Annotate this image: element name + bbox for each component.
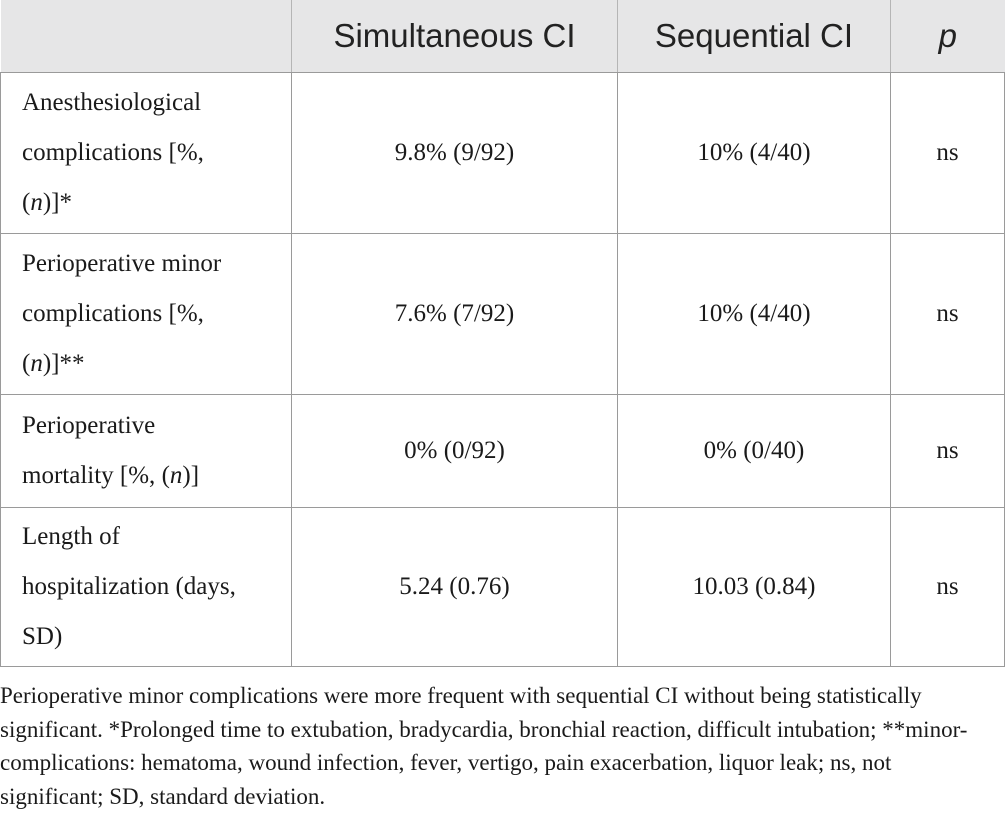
cell-simultaneous: 9.8% (9/92)	[292, 73, 618, 234]
header-empty	[1, 0, 292, 73]
label-line: Length of	[22, 523, 120, 550]
label-line: (n)]*	[22, 189, 72, 216]
header-p-value: p	[891, 0, 1005, 73]
row-label-length-of-hospitalization	[1, 508, 292, 667]
cell-simultaneous: 0% (0/92)	[292, 395, 618, 508]
cell-simultaneous: 7.6% (7/92)	[292, 234, 618, 395]
cell-sequential: 0% (0/40)	[618, 395, 891, 508]
variable-n: n	[169, 462, 183, 489]
cell-p: ns	[891, 234, 1005, 395]
label-line: SD)	[22, 623, 63, 650]
row-label-perioperative-minor-complications	[1, 234, 292, 395]
cell-simultaneous: 5.24 (0.76)	[292, 508, 618, 667]
label-line: mortality [%, (n)]	[22, 462, 200, 489]
table-row	[1, 395, 1005, 508]
row-label-perioperative-mortality	[1, 395, 292, 508]
cell-p: ns	[891, 395, 1005, 508]
header-sequential-ci: Sequential CI	[618, 0, 891, 73]
table-row	[1, 234, 1005, 395]
cell-sequential: 10% (4/40)	[618, 234, 891, 395]
table-footnote: Perioperative minor complications were more frequent with sequential CI without being statistically significant. *Prolonged time to extubation, bradycardia, bronchial reaction, difficult intubation; **minor-complications: hematoma, wound infection, fever, vertigo, pain exacerbation, liquor leak; ns, not significant; SD, standard deviation.	[0, 683, 968, 809]
header-row	[1, 0, 1005, 73]
cell-sequential: 10.03 (0.84)	[618, 508, 891, 667]
label-line: Perioperative minor	[22, 250, 222, 277]
label-line: complications [%,	[22, 300, 204, 327]
cell-sequential: 10% (4/40)	[618, 73, 891, 234]
table-row	[1, 508, 1005, 667]
label-line: Anesthesiological	[22, 89, 202, 116]
header-simultaneous-ci: Simultaneous CI	[292, 0, 618, 73]
cell-p: ns	[891, 508, 1005, 667]
table-row	[1, 73, 1005, 234]
row-label-anesthesiological-complications	[1, 73, 292, 234]
label-line: Perioperative	[22, 412, 156, 439]
label-line: complications [%,	[22, 139, 204, 166]
variable-n: n	[30, 189, 43, 216]
variable-n: n	[30, 350, 43, 377]
cell-p: ns	[891, 73, 1005, 234]
label-line: hospitalization (days,	[22, 573, 236, 600]
label-line: (n)]**	[22, 350, 85, 377]
